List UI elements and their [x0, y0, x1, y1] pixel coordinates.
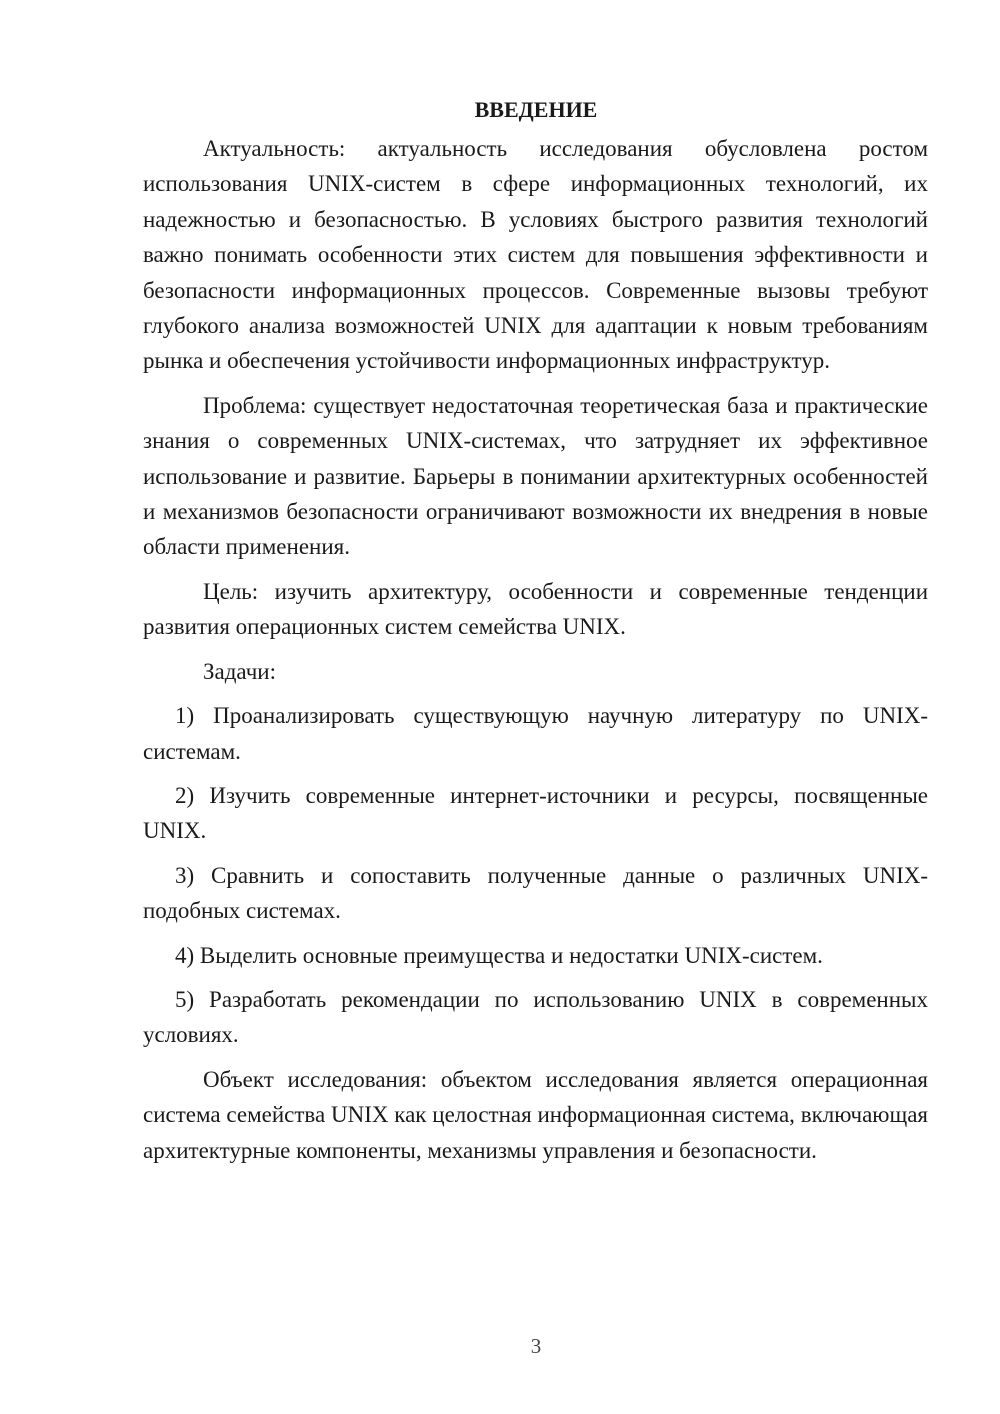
task-item: 3) Сравнить и сопоставить полученные данные о различных UNIX-подобных системах. — [143, 862, 928, 924]
task-item: 5) Разработать рекомендации по использованию UNIX в современных условиях. — [143, 986, 928, 1048]
page-number: 3 — [530, 1334, 542, 1358]
tasks-list — [143, 698, 928, 1053]
task-item: 2) Изучить современные интернет-источники и ресурсы, посвященные UNIX. — [143, 782, 928, 844]
section-title: ВВЕДЕНИЕ — [474, 97, 598, 122]
tasks-heading: Задачи: — [203, 658, 276, 684]
relevance-paragraph: Актуальность: актуальность исследования обусловлена ростом использования UNIX-систем в сфере информационных технологий, их надежностью и безопасностью. В условиях быстрого развития технологий важно понимать особенности этих систем для повышения эффективности и безопасности информационных процессов. Современные вызовы требуют глубокого анализа возможностей UNIX для адаптации к новым требованиям рынка и обеспечения устойчивости информационных инфраструктур. — [143, 136, 928, 374]
goal-paragraph: Цель: изучить архитектуру, особенности и современные тенденции развития операционных систем семейства UNIX. — [143, 578, 928, 640]
task-item: 4) Выделить основные преимущества и недостатки UNIX-систем. — [175, 942, 823, 968]
problem-paragraph: Проблема: существует недостаточная теоретическая база и практические знания о современных UNIX-системах, что затрудняет их эффективное использование и развитие. Барьеры в понимании архитектурных особенностей и механизмов безопасности ограничивают возможности их внедрения в новые области применения. — [143, 392, 928, 560]
object-paragraph: Объект исследования: объектом исследования является операционная система семейства UNIX как целостная информационная система, включающая архитектурные компоненты, механизмы управления и безопасности. — [143, 1066, 928, 1163]
document-page — [143, 92, 928, 1168]
task-item: 1) Проанализировать существующую научную литературу по UNIX-системам. — [143, 703, 928, 764]
